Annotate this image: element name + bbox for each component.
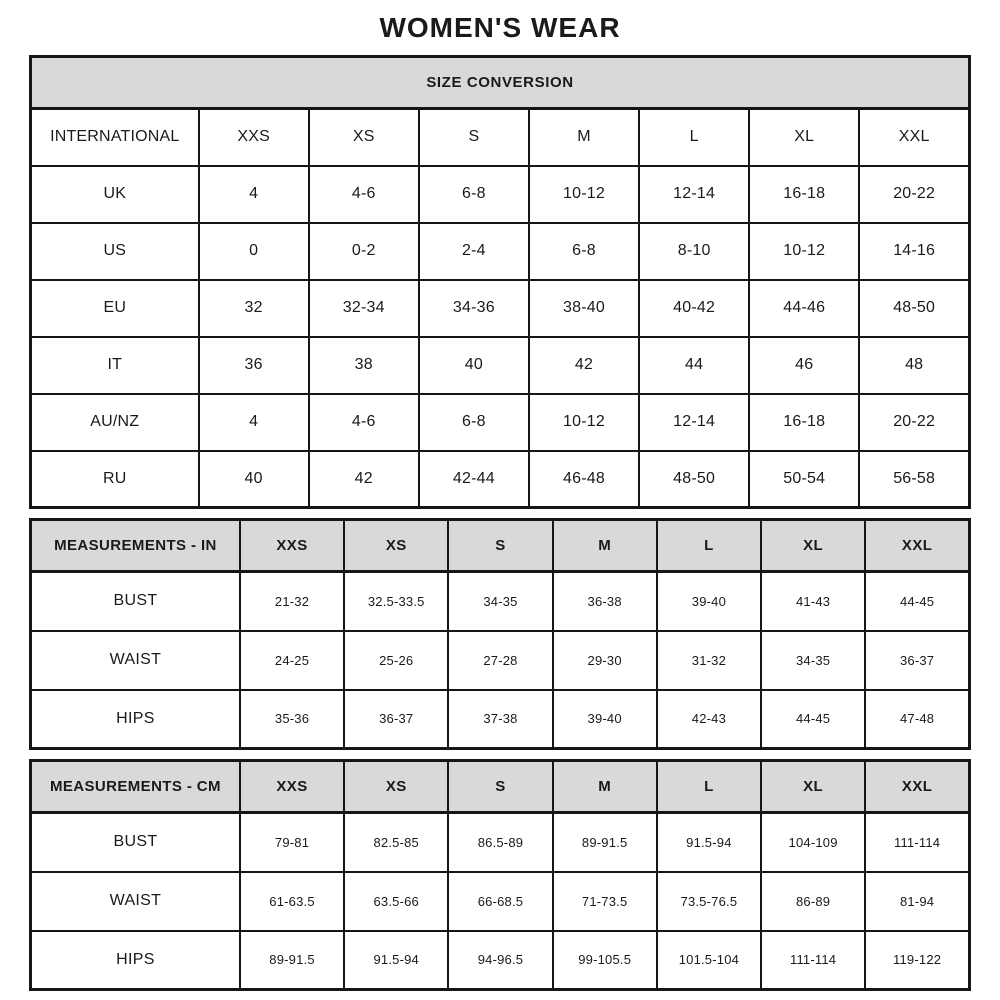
col-header-xxl: XXL [865, 761, 969, 813]
measure-cell: 94-96.5 [448, 931, 552, 990]
size-cell: 36 [199, 337, 309, 394]
measure-cell: 35-36 [240, 690, 344, 749]
measure-cell: 29-30 [553, 631, 657, 690]
measure-cell: 34-35 [448, 572, 552, 631]
size-cell: 16-18 [749, 394, 859, 451]
row-label: US [31, 223, 199, 280]
size-cell: 46 [749, 337, 859, 394]
size-cell: 10-12 [529, 394, 639, 451]
row-label: WAIST [31, 631, 240, 690]
measure-cell: 24-25 [240, 631, 344, 690]
size-cell: 10-12 [749, 223, 859, 280]
measure-cell: 89-91.5 [240, 931, 344, 990]
page-title: WOMEN'S WEAR [379, 12, 621, 43]
col-header-xl: XL [749, 109, 859, 166]
col-header-xxs: XXS [240, 761, 344, 813]
table-row-bust-in [31, 572, 970, 631]
row-label: UK [31, 166, 199, 223]
size-cell: 4-6 [309, 166, 419, 223]
measure-cell: 44-45 [761, 690, 865, 749]
size-cell: 12-14 [639, 394, 749, 451]
table-row-ru [31, 451, 970, 508]
measure-cell: 81-94 [865, 872, 969, 931]
size-conversion-header: SIZE CONVERSION [31, 57, 970, 109]
table-row-waist-in [31, 631, 970, 690]
measure-cell: 27-28 [448, 631, 552, 690]
table-row-it [31, 337, 970, 394]
size-cell: 44 [639, 337, 749, 394]
size-cell: 4-6 [309, 394, 419, 451]
col-header-l: L [657, 761, 761, 813]
size-cell: 20-22 [859, 394, 969, 451]
measure-cell: 66-68.5 [448, 872, 552, 931]
row-label: HIPS [31, 690, 240, 749]
measure-cell: 39-40 [553, 690, 657, 749]
measure-cell: 91.5-94 [657, 813, 761, 872]
col-header-m: M [553, 761, 657, 813]
measure-cell: 32.5-33.5 [344, 572, 448, 631]
table-row-aunz [31, 394, 970, 451]
measurements-cm-header: MEASUREMENTS - CM [31, 761, 240, 813]
size-cell: 42 [529, 337, 639, 394]
measure-cell: 34-35 [761, 631, 865, 690]
size-cell: 4 [199, 166, 309, 223]
col-header-xl: XL [761, 520, 865, 572]
column-header-row [31, 761, 970, 813]
size-cell: 0-2 [309, 223, 419, 280]
size-cell: 48 [859, 337, 969, 394]
measure-cell: 89-91.5 [553, 813, 657, 872]
column-header-row [31, 520, 970, 572]
measure-cell: 61-63.5 [240, 872, 344, 931]
table-row-hips-in [31, 690, 970, 749]
size-cell: 48-50 [639, 451, 749, 508]
measure-cell: 101.5-104 [657, 931, 761, 990]
measure-cell: 41-43 [761, 572, 865, 631]
size-cell: 46-48 [529, 451, 639, 508]
col-header-xs: XS [309, 109, 419, 166]
table-row-uk [31, 166, 970, 223]
measure-cell: 104-109 [761, 813, 865, 872]
size-cell: 6-8 [419, 166, 529, 223]
row-label: BUST [31, 572, 240, 631]
measure-cell: 39-40 [657, 572, 761, 631]
col-header-xxs: XXS [199, 109, 309, 166]
row-label: IT [31, 337, 199, 394]
measure-cell: 31-32 [657, 631, 761, 690]
col-header-s: S [448, 761, 552, 813]
measure-cell: 25-26 [344, 631, 448, 690]
measure-cell: 63.5-66 [344, 872, 448, 931]
size-cell: 56-58 [859, 451, 969, 508]
measure-cell: 111-114 [761, 931, 865, 990]
size-cell: 32 [199, 280, 309, 337]
table-title-row [31, 57, 970, 109]
table-row-eu [31, 280, 970, 337]
row-label: RU [31, 451, 199, 508]
col-header-xxs: XXS [240, 520, 344, 572]
size-cell: 4 [199, 394, 309, 451]
col-header-l: L [639, 109, 749, 166]
measure-cell: 71-73.5 [553, 872, 657, 931]
col-header-m: M [529, 109, 639, 166]
measure-cell: 36-38 [553, 572, 657, 631]
col-header-m: M [553, 520, 657, 572]
size-cell: 38-40 [529, 280, 639, 337]
size-cell: 12-14 [639, 166, 749, 223]
size-cell: 16-18 [749, 166, 859, 223]
size-cell: 40-42 [639, 280, 749, 337]
col-header-xs: XS [344, 520, 448, 572]
measure-cell: 86-89 [761, 872, 865, 931]
size-cell: 20-22 [859, 166, 969, 223]
size-cell: 50-54 [749, 451, 859, 508]
size-cell: 40 [419, 337, 529, 394]
measure-cell: 79-81 [240, 813, 344, 872]
measure-cell: 86.5-89 [448, 813, 552, 872]
size-cell: 48-50 [859, 280, 969, 337]
row-label: AU/NZ [31, 394, 199, 451]
row-label: HIPS [31, 931, 240, 990]
measure-cell: 21-32 [240, 572, 344, 631]
size-cell: 2-4 [419, 223, 529, 280]
col-header-xxl: XXL [859, 109, 969, 166]
col-header-s: S [419, 109, 529, 166]
size-cell: 38 [309, 337, 419, 394]
col-header-xs: XS [344, 761, 448, 813]
table-row-us [31, 223, 970, 280]
measure-cell: 99-105.5 [553, 931, 657, 990]
size-cell: 8-10 [639, 223, 749, 280]
col-header-l: L [657, 520, 761, 572]
row-label: WAIST [31, 872, 240, 931]
table-row-waist-cm [31, 872, 970, 931]
row-label: BUST [31, 813, 240, 872]
size-cell: 44-46 [749, 280, 859, 337]
measure-cell: 44-45 [865, 572, 969, 631]
size-cell: 42 [309, 451, 419, 508]
corner-label-international: INTERNATIONAL [31, 109, 199, 166]
size-cell: 0 [199, 223, 309, 280]
col-header-xl: XL [761, 761, 865, 813]
size-cell: 42-44 [419, 451, 529, 508]
measure-cell: 36-37 [865, 631, 969, 690]
measurements-cm-table [29, 759, 971, 991]
measure-cell: 47-48 [865, 690, 969, 749]
measure-cell: 37-38 [448, 690, 552, 749]
size-conversion-table [29, 55, 971, 509]
measure-cell: 91.5-94 [344, 931, 448, 990]
table-row-hips-cm [31, 931, 970, 990]
size-cell: 32-34 [309, 280, 419, 337]
measure-cell: 42-43 [657, 690, 761, 749]
column-header-row [31, 109, 970, 166]
measurements-in-table [29, 518, 971, 750]
size-cell: 40 [199, 451, 309, 508]
measure-cell: 82.5-85 [344, 813, 448, 872]
measurements-in-header: MEASUREMENTS - IN [31, 520, 240, 572]
size-cell: 6-8 [419, 394, 529, 451]
size-cell: 6-8 [529, 223, 639, 280]
measure-cell: 36-37 [344, 690, 448, 749]
table-row-bust-cm [31, 813, 970, 872]
measure-cell: 111-114 [865, 813, 969, 872]
measure-cell: 119-122 [865, 931, 969, 990]
size-cell: 10-12 [529, 166, 639, 223]
size-cell: 14-16 [859, 223, 969, 280]
col-header-xxl: XXL [865, 520, 969, 572]
size-cell: 34-36 [419, 280, 529, 337]
row-label: EU [31, 280, 199, 337]
col-header-s: S [448, 520, 552, 572]
measure-cell: 73.5-76.5 [657, 872, 761, 931]
